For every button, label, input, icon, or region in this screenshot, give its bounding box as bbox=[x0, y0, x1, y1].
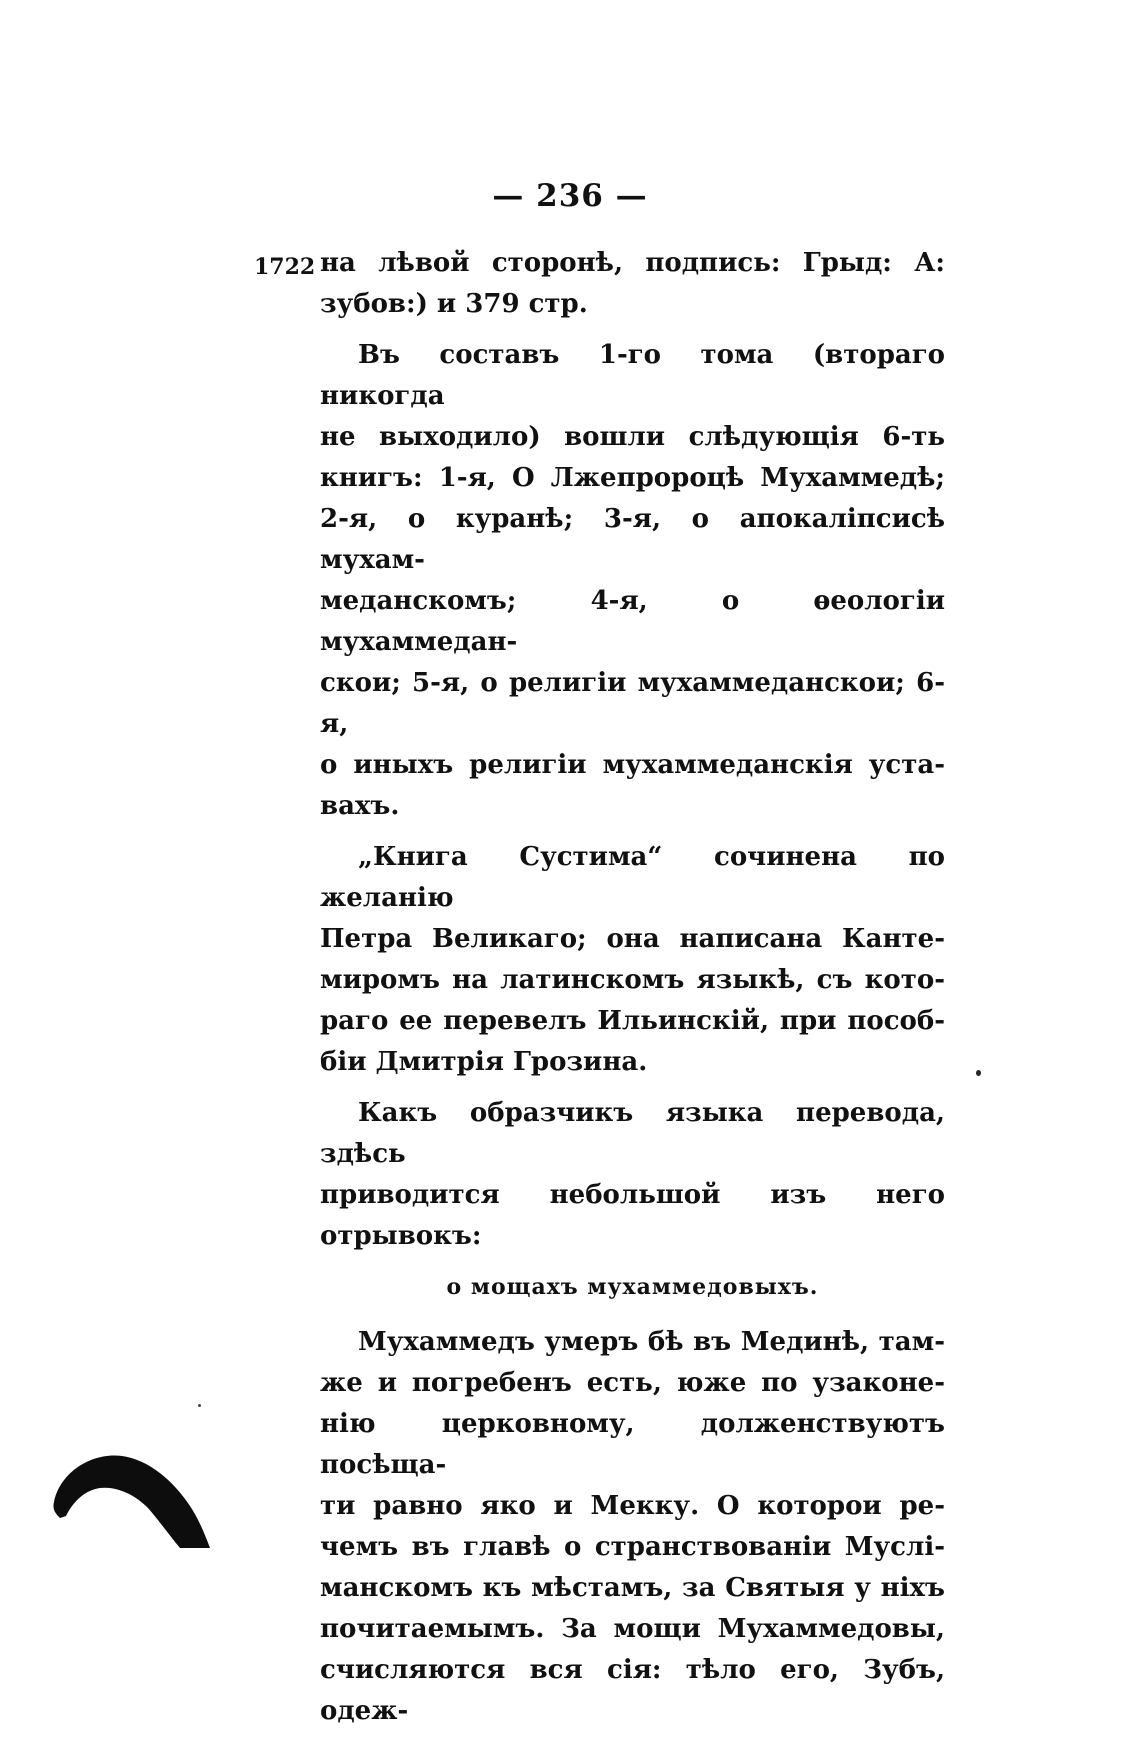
page-number: — 236 — bbox=[492, 178, 648, 214]
text-line: миромъ на латинскомъ языкѣ, съ кото- bbox=[320, 965, 945, 995]
section-heading: о мощахъ мухаммедовыхъ. bbox=[446, 1274, 819, 1300]
text-line: о иныхъ религіи мухаммеданскія уста- bbox=[320, 750, 945, 780]
text-line: чемъ въ главѣ о странствованіи Муслі- bbox=[320, 1532, 945, 1562]
text-line: зубов:) и 379 стр. bbox=[320, 289, 588, 319]
body-text bbox=[320, 243, 945, 1742]
text-line: Въ составъ 1-го тома (втораго никогда bbox=[320, 340, 945, 411]
text-line: на лѣвой сторонѣ, подпись: Грыд: А: bbox=[320, 248, 945, 278]
text-line: нію церковному, долженствуютъ посѣща- bbox=[320, 1409, 945, 1480]
ink-blot-stain bbox=[52, 1432, 212, 1550]
text-line: не выходило) вошли слѣдующія 6-ть bbox=[320, 422, 945, 452]
ink-speck bbox=[976, 1070, 981, 1076]
paragraph-sample-intro bbox=[320, 1093, 945, 1257]
text-line: біи Дмитрія Грозина. bbox=[320, 1047, 648, 1077]
text-line: скои; 5-я, о религіи мухаммеданскои; 6-я, bbox=[320, 668, 945, 739]
text-line: счисляются вся сія: тѣло его, Зубъ, одеж- bbox=[320, 1655, 945, 1726]
text-line: почитаемымъ. За мощи Мухаммедовы, bbox=[320, 1614, 945, 1644]
paragraph-volume-contents bbox=[320, 335, 945, 827]
text-line: Мухаммедъ умеръ бѣ въ Мединѣ, там- bbox=[358, 1327, 945, 1357]
text-line: ти равно яко и Мекку. О которои ре- bbox=[320, 1491, 945, 1521]
ink-dot bbox=[198, 1404, 201, 1407]
paragraph-book-origin bbox=[320, 837, 945, 1083]
paragraph-excerpt bbox=[320, 1322, 945, 1732]
paragraph-continuation bbox=[320, 243, 945, 325]
text-line: приводится небольшой изъ него отрывокъ: bbox=[320, 1180, 945, 1251]
text-line: же и погребенъ есть, юже по узаконе- bbox=[320, 1368, 945, 1398]
margin-year-stub: 1722 bbox=[254, 254, 316, 280]
text-line: раго ее перевелъ Ильинскій, при пособ- bbox=[320, 1006, 945, 1036]
text-line: Какъ образчикъ языка перевода, здѣсь bbox=[320, 1098, 945, 1169]
text-line: меданскомъ; 4-я, о ѳеологіи мухаммедан- bbox=[320, 586, 945, 657]
text-line: вахъ. bbox=[320, 791, 400, 821]
text-line: Петра Великаго; она написана Канте- bbox=[320, 924, 945, 954]
text-line: манскомъ къ мѣстамъ, за Святыя у ніхъ bbox=[320, 1573, 945, 1603]
text-line: „Книга Сустима“ сочинена по желанію bbox=[320, 842, 945, 913]
text-line: книгъ: 1-я, О Лжепророцѣ Мухаммедѣ; bbox=[320, 463, 945, 493]
text-line: 2-я, о куранѣ; 3-я, о апокаліпсисѣ мухам- bbox=[320, 504, 945, 575]
